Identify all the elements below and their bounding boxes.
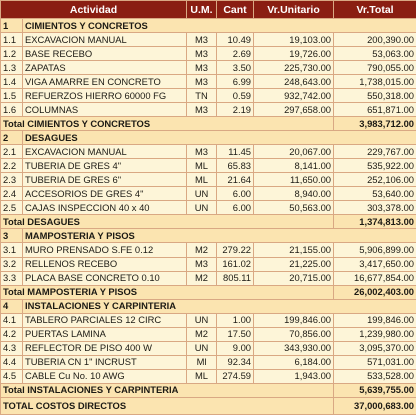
item-total: 571,031.00: [334, 355, 416, 369]
item-quantity: 6.99: [217, 75, 254, 89]
item-code: 2.2: [1, 159, 23, 173]
item-unit-price: 20,067.00: [254, 145, 334, 159]
section-row: [1, 131, 416, 145]
item-total: 200,390.00: [334, 33, 416, 47]
item-code: 4.3: [1, 341, 23, 355]
item-total: 16,677,854.00: [334, 271, 416, 285]
item-quantity: 65.83: [217, 159, 254, 173]
item-total: 229,767.00: [334, 145, 416, 159]
item-code: 4.4: [1, 355, 23, 369]
item-unit-price: 248,643.00: [254, 75, 334, 89]
item-unit-price: 8,940.00: [254, 187, 334, 201]
grand-total-row: [1, 397, 416, 414]
item-description: BASE RECEBO: [23, 47, 187, 61]
item-quantity: 2.19: [217, 103, 254, 117]
section-title: CIMIENTOS Y CONCRETOS: [23, 19, 416, 33]
header-actividad: Actividad: [1, 1, 187, 19]
item-unit: UN: [187, 313, 217, 327]
item-unit: M2: [187, 243, 217, 257]
item-total: 53,063.00: [334, 47, 416, 61]
item-description: EXCAVACION MANUAL: [23, 145, 187, 159]
section-total-row: [1, 117, 416, 131]
item-description: VIGA AMARRE EN CONCRETO: [23, 75, 187, 89]
item-quantity: 0.59: [217, 89, 254, 103]
item-total: 252,106.00: [334, 173, 416, 187]
table-row: [1, 33, 416, 47]
item-code: 1.1: [1, 33, 23, 47]
item-unit-price: 343,930.00: [254, 341, 334, 355]
item-description: TUBERIA CN 1" INCRUST: [23, 355, 187, 369]
item-description: PUERTAS LAMINA: [23, 327, 187, 341]
table-row: [1, 257, 416, 271]
item-description: CAJAS INSPECCION 40 x 40: [23, 201, 187, 215]
item-unit: Ml: [187, 355, 217, 369]
item-unit: ML: [187, 173, 217, 187]
table-row: [1, 243, 416, 257]
table-row: [1, 145, 416, 159]
item-description: CABLE Cu No. 10 AWG: [23, 369, 187, 383]
item-description: COLUMNAS: [23, 103, 187, 117]
table-row: [1, 61, 416, 75]
table-row: [1, 159, 416, 173]
table-row: [1, 313, 416, 327]
item-quantity: 21.64: [217, 173, 254, 187]
item-unit-price: 1,943.00: [254, 369, 334, 383]
section-total-row: [1, 215, 416, 229]
item-quantity: 274.59: [217, 369, 254, 383]
item-description: RELLENOS RECEBO: [23, 257, 187, 271]
item-unit: ML: [187, 369, 217, 383]
section-total-value: 1,374,813.00: [334, 215, 416, 229]
item-unit-price: 225,730.00: [254, 61, 334, 75]
item-code: 2.4: [1, 187, 23, 201]
item-unit-price: 21,225.00: [254, 257, 334, 271]
item-unit: M2: [187, 271, 217, 285]
item-description: TUBERIA DE GRES 6": [23, 173, 187, 187]
item-total: 3,417,650.00: [334, 257, 416, 271]
section-total-label: Total DESAGUES: [1, 215, 334, 229]
item-unit-price: 20,715.00: [254, 271, 334, 285]
grand-total-value: 37,000,683.00: [334, 397, 416, 414]
item-unit-price: 6,184.00: [254, 355, 334, 369]
item-unit-price: 70,856.00: [254, 327, 334, 341]
item-quantity: 11.45: [217, 145, 254, 159]
table-row: [1, 187, 416, 201]
item-quantity: 17.50: [217, 327, 254, 341]
item-code: 3.3: [1, 271, 23, 285]
item-unit: UN: [187, 201, 217, 215]
item-total: 53,640.00: [334, 187, 416, 201]
item-total: 533,528.00: [334, 369, 416, 383]
section-row: [1, 299, 416, 313]
item-unit-price: 932,742.00: [254, 89, 334, 103]
section-title: DESAGUES: [23, 131, 416, 145]
item-unit-price: 19,103.00: [254, 33, 334, 47]
item-quantity: 805.11: [217, 271, 254, 285]
item-quantity: 92.34: [217, 355, 254, 369]
table-row: [1, 173, 416, 187]
item-total: 651,871.00: [334, 103, 416, 117]
section-title: MAMPOSTERIA Y PISOS: [23, 229, 416, 243]
item-total: 303,378.00: [334, 201, 416, 215]
item-unit-price: 21,155.00: [254, 243, 334, 257]
item-quantity: 161.02: [217, 257, 254, 271]
item-total: 5,906,899.00: [334, 243, 416, 257]
section-code: 4: [1, 299, 23, 313]
header-row: [1, 1, 416, 19]
section-total-value: 5,639,755.00: [334, 383, 416, 397]
header-unit-price: Vr.Unitario: [254, 1, 334, 19]
item-quantity: 1.00: [217, 313, 254, 327]
table-row: [1, 271, 416, 285]
table-row: [1, 89, 416, 103]
item-unit: M3: [187, 145, 217, 159]
table-row: [1, 75, 416, 89]
section-total-row: [1, 285, 416, 299]
section-total-label: Total MAMPOSTERIA Y PISOS: [1, 285, 334, 299]
table-row: [1, 355, 416, 369]
item-quantity: 3.50: [217, 61, 254, 75]
section-total-row: [1, 383, 416, 397]
item-unit-price: 199,846.00: [254, 313, 334, 327]
item-code: 1.5: [1, 89, 23, 103]
item-description: PLACA BASE CONCRETO 0.10: [23, 271, 187, 285]
item-description: REFLECTOR DE PISO 400 W: [23, 341, 187, 355]
item-unit-price: 8,141.00: [254, 159, 334, 173]
item-code: 2.5: [1, 201, 23, 215]
header-cant: Cant: [217, 1, 254, 19]
item-unit-price: 50,563.00: [254, 201, 334, 215]
item-unit: M3: [187, 257, 217, 271]
item-quantity: 9.00: [217, 341, 254, 355]
section-total-label: Total CIMIENTOS Y CONCRETOS: [1, 117, 334, 131]
item-total: 790,055.00: [334, 61, 416, 75]
item-unit: M3: [187, 61, 217, 75]
item-code: 1.4: [1, 75, 23, 89]
item-unit: UN: [187, 341, 217, 355]
item-quantity: 279.22: [217, 243, 254, 257]
item-code: 4.2: [1, 327, 23, 341]
header-um: U.M.: [187, 1, 217, 19]
item-description: TABLERO PARCIALES 12 CIRC: [23, 313, 187, 327]
item-description: EXCAVACION MANUAL: [23, 33, 187, 47]
table-row: [1, 47, 416, 61]
grand-total-label: TOTAL COSTOS DIRECTOS: [1, 397, 334, 414]
table-row: [1, 369, 416, 383]
item-total: 550,318.00: [334, 89, 416, 103]
item-unit: M3: [187, 33, 217, 47]
item-description: TUBERIA DE GRES 4": [23, 159, 187, 173]
item-unit: ML: [187, 159, 217, 173]
section-total-label: Total INSTALACIONES Y CARPINTERIA: [1, 383, 334, 397]
item-total: 1,239,980.00: [334, 327, 416, 341]
item-code: 3.2: [1, 257, 23, 271]
item-description: ZAPATAS: [23, 61, 187, 75]
section-code: 2: [1, 131, 23, 145]
table-row: [1, 103, 416, 117]
section-title: INSTALACIONES Y CARPINTERIA: [23, 299, 416, 313]
item-description: MURO PRENSADO S.FE 0.12: [23, 243, 187, 257]
section-total-value: 26,002,403.00: [334, 285, 416, 299]
item-code: 2.3: [1, 173, 23, 187]
item-code: 1.3: [1, 61, 23, 75]
table-row: [1, 327, 416, 341]
section-row: [1, 19, 416, 33]
item-quantity: 6.00: [217, 201, 254, 215]
item-unit: M3: [187, 47, 217, 61]
section-code: 3: [1, 229, 23, 243]
item-unit: M2: [187, 327, 217, 341]
table-row: [1, 201, 416, 215]
section-code: 1: [1, 19, 23, 33]
item-quantity: 2.69: [217, 47, 254, 61]
item-unit: M3: [187, 75, 217, 89]
item-code: 1.6: [1, 103, 23, 117]
item-unit-price: 19,726.00: [254, 47, 334, 61]
item-quantity: 10.49: [217, 33, 254, 47]
item-code: 4.5: [1, 369, 23, 383]
item-total: 1,738,015.00: [334, 75, 416, 89]
item-unit-price: 297,658.00: [254, 103, 334, 117]
item-total: 3,095,370.00: [334, 341, 416, 355]
section-total-value: 3,983,712.00: [334, 117, 416, 131]
header-total: Vr.Total: [334, 1, 416, 19]
section-row: [1, 229, 416, 243]
table-row: [1, 341, 416, 355]
item-unit: UN: [187, 187, 217, 201]
item-code: 3.1: [1, 243, 23, 257]
item-code: 2.1: [1, 145, 23, 159]
item-description: REFUERZOS HIERRO 60000 FG: [23, 89, 187, 103]
item-unit: M3: [187, 103, 217, 117]
item-unit-price: 11,650.00: [254, 173, 334, 187]
item-total: 199,846.00: [334, 313, 416, 327]
item-total: 535,922.00: [334, 159, 416, 173]
item-code: 1.2: [1, 47, 23, 61]
item-code: 4.1: [1, 313, 23, 327]
item-quantity: 6.00: [217, 187, 254, 201]
item-unit: TN: [187, 89, 217, 103]
item-description: ACCESORIOS DE GRES 4": [23, 187, 187, 201]
